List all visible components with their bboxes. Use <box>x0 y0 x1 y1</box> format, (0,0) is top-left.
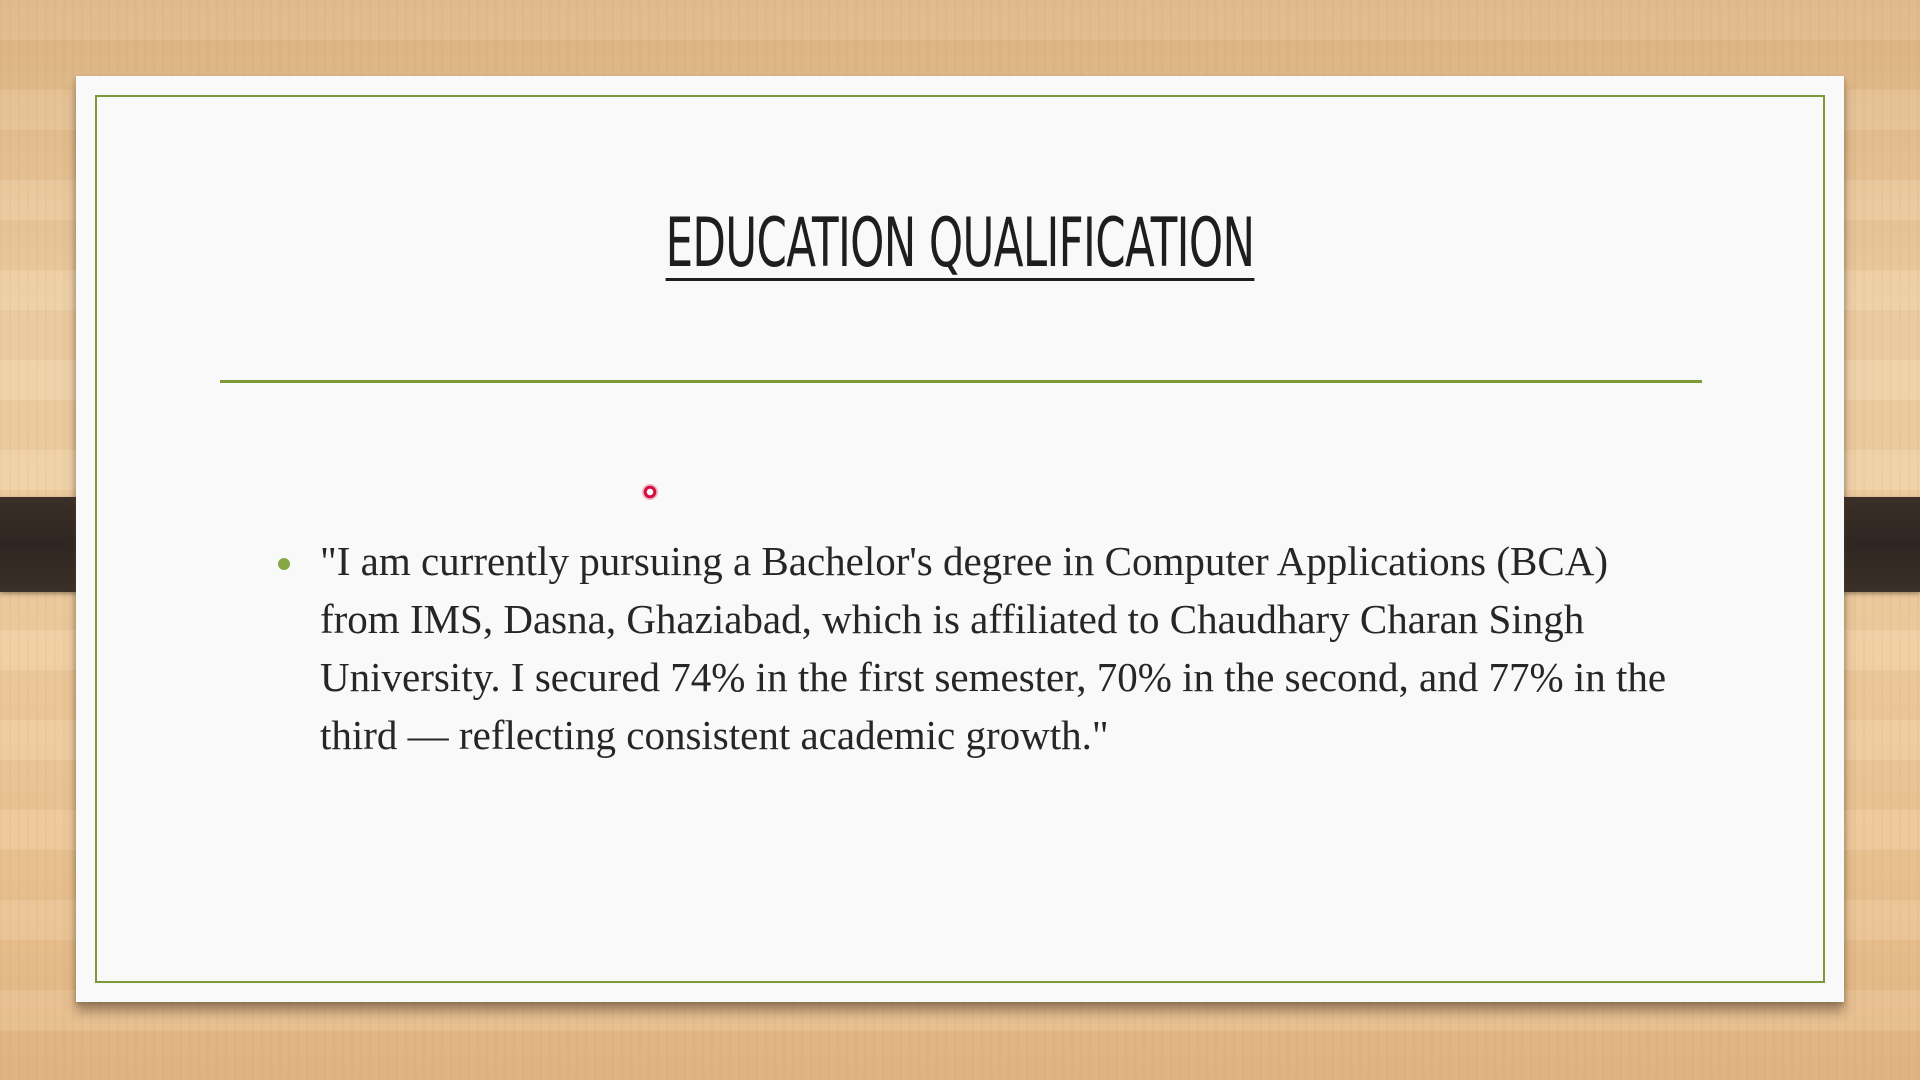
slide <box>76 76 1844 1002</box>
bullet-text: "I am currently pursuing a Bachelor's degree in Computer Applications (BCA) from IMS, Dasna, Ghaziabad, which is affiliated to Chaudhary Charan Singh University. I secured 74% in the first semester, 70% in the second, and 77% in the third — reflecting consistent academic growth." <box>320 538 1667 758</box>
slide-title-text: EDUCATION QUALIFICATION <box>665 204 1255 283</box>
slide-title <box>394 204 1526 283</box>
bullet-dot-icon <box>278 558 290 570</box>
title-divider-line <box>220 380 1702 383</box>
laser-pointer-icon <box>642 484 658 500</box>
